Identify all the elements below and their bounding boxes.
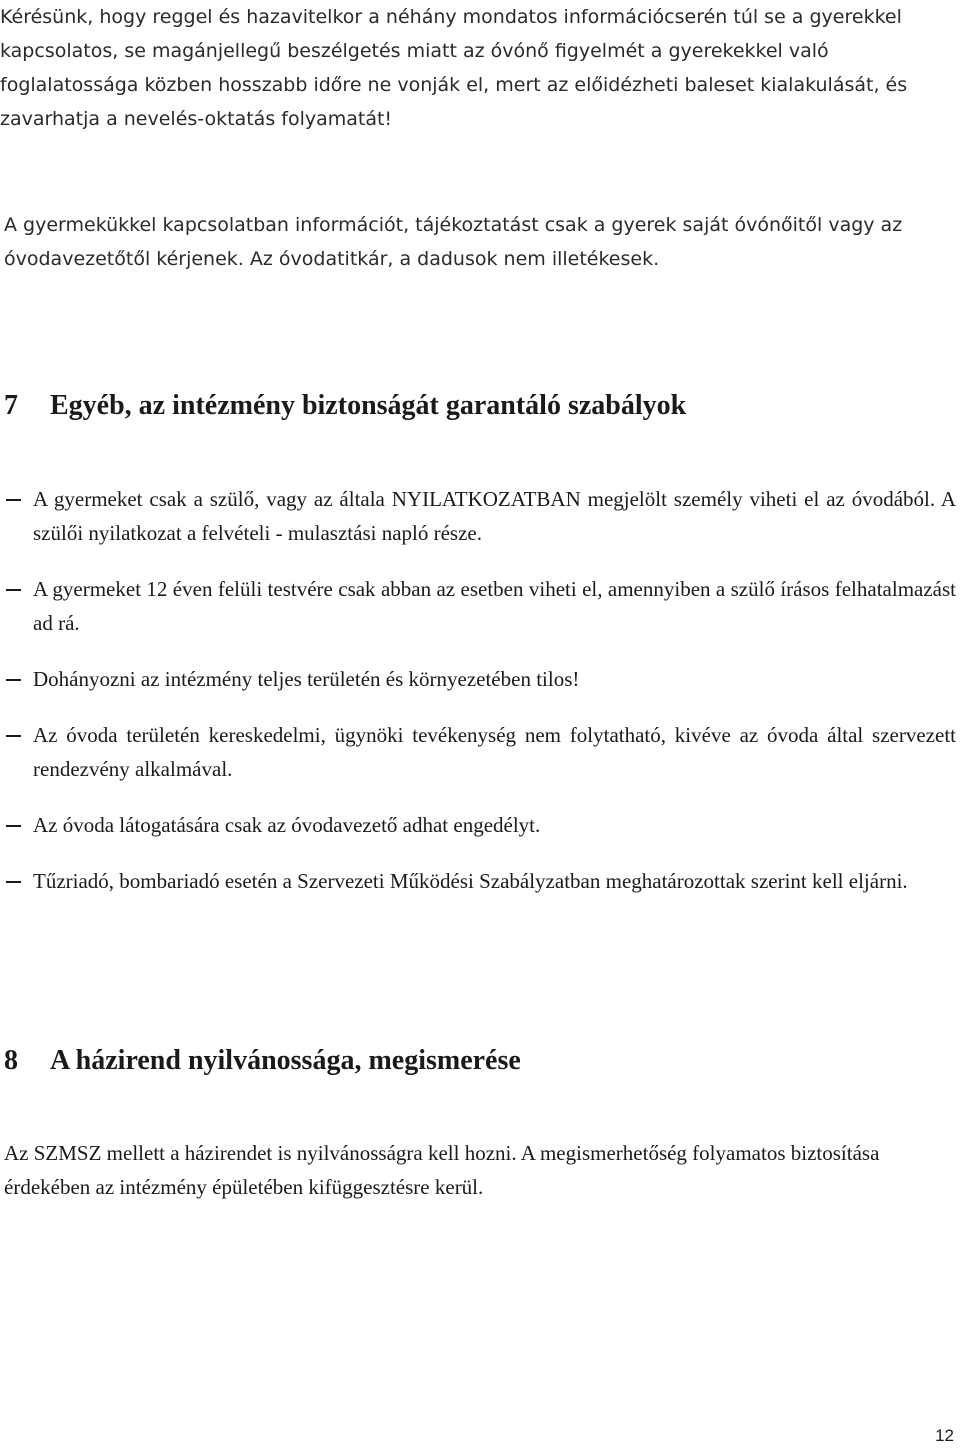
section-8-title: A házirend nyilvánossága, megismerése xyxy=(50,1045,521,1076)
intro-paragraph-2-sentence-1: A gyermekükkel kapcsolatban információt, tájékoztatást csak a gyerek saját óvónőitől vagy az óvodavezetőtől kérjenek. xyxy=(4,214,903,270)
list-item-text: Dohányozni az intézmény teljes területén és környezetében tilos! xyxy=(33,667,580,691)
list-item xyxy=(4,864,956,898)
list-item xyxy=(4,808,956,842)
list-item-text: A gyermeket csak a szülő, vagy az általa NYILATKOZATBAN megjelölt személy viheti el az óvodából. A szülői nyilatkozat a felvételi - mulasztási napló része. xyxy=(33,487,956,545)
list-item-text: A gyermeket 12 éven felüli testvére csak abban az esetben viheti el, amennyiben a szülő írásos felhatalmazást ad rá. xyxy=(33,577,956,635)
list-item xyxy=(4,662,956,696)
list-item-text: Az óvoda látogatására csak az óvodavezető adhat engedélyt. xyxy=(33,813,541,837)
section-7-rules-list xyxy=(4,482,956,920)
intro-paragraph-1: Kérésünk, hogy reggel és hazavitelkor a néhány mondatos információcserén túl se a gyerekkel kapcsolatos, se magánjellegű beszélgetés miatt az óvónő figyelmét a gyerekekkel való foglalatossága közben hosszabb időre ne vonják el, mert az előidézheti baleset kialakulását, és zavarhatja a nevelés-oktatás folyamatát! xyxy=(0,6,908,130)
section-7-title: Egyéb, az intézmény biztonságát garantáló szabályok xyxy=(50,390,687,421)
list-item xyxy=(4,482,956,550)
list-item-text: Tűzriadó, bombariadó esetén a Szervezeti Működési Szabályzatban meghatározottak szerint kell eljárni. xyxy=(33,869,908,893)
section-8-paragraph: Az SZMSZ mellett a házirendet is nyilvánosságra kell hozni. A megismerhetőség folyamatos biztosítása érdekében az intézmény épületében kifüggesztésre kerül. xyxy=(4,1141,880,1199)
list-item xyxy=(4,718,956,786)
list-item xyxy=(4,572,956,640)
section-8-number: 8 xyxy=(4,1045,18,1076)
section-8-heading xyxy=(4,1041,521,1081)
intro-paragraph-2-sentence-2: Az óvodatitkár, a dadusok nem illetékesek. xyxy=(249,248,660,270)
page-number: 12 xyxy=(935,1426,954,1445)
list-item-text: Az óvoda területén kereskedelmi, ügynöki tevékenység nem folytatható, kivéve az óvoda által szervezett rendezvény alkalmával. xyxy=(33,723,956,781)
section-7-heading xyxy=(4,386,686,426)
section-7-number: 7 xyxy=(4,390,18,421)
intro-paragraph-2 xyxy=(4,208,956,276)
